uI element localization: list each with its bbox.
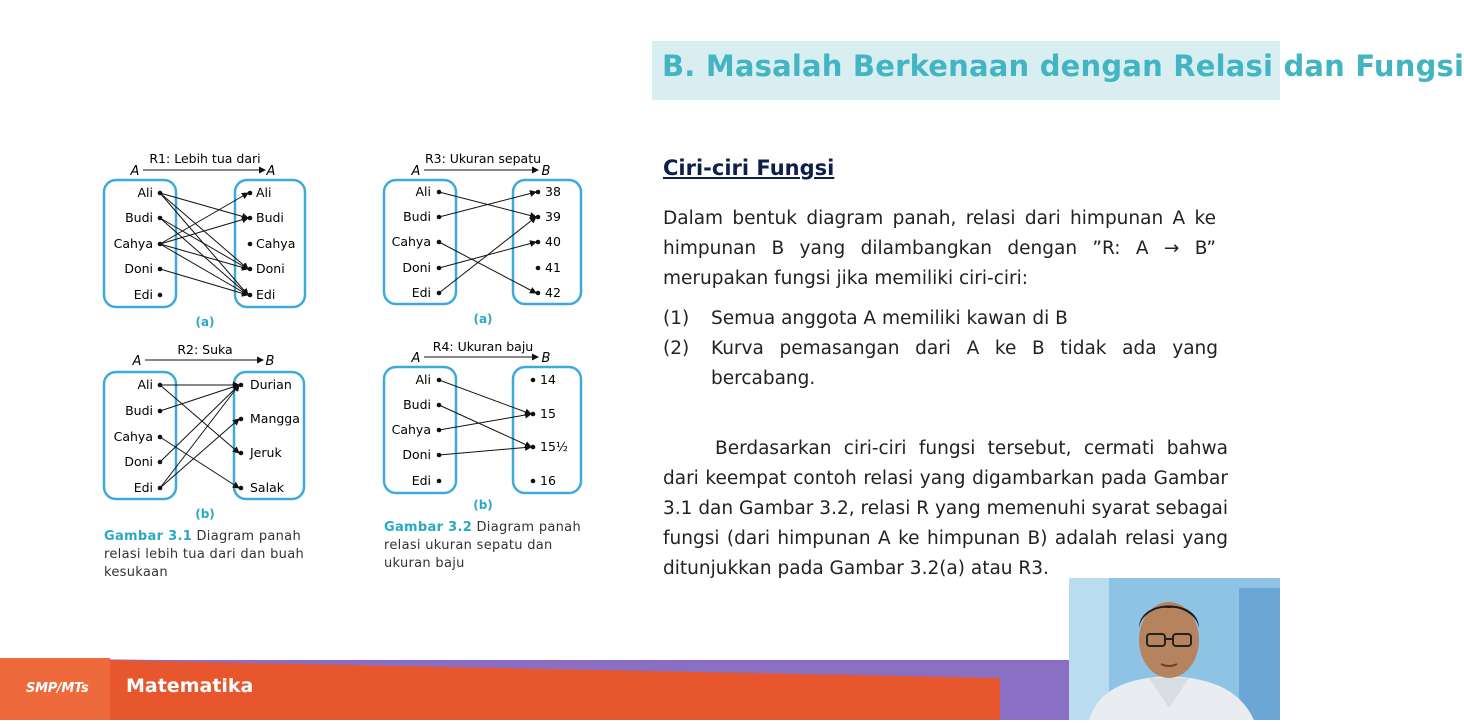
- codomain-item: 40: [545, 234, 561, 249]
- codomain-item: 14: [540, 372, 556, 387]
- criteria-number: (1): [663, 308, 690, 329]
- diagram-fig32a: [375, 145, 605, 335]
- school-level-label: SMP/MTs: [26, 681, 89, 696]
- codomain-item: Ali: [256, 185, 272, 200]
- codomain-item: 38: [545, 184, 561, 199]
- set-from-label: A: [411, 164, 421, 179]
- domain-item: Ali: [415, 184, 431, 199]
- domain-item: Budi: [125, 210, 153, 225]
- codomain-item: Mangga: [250, 411, 300, 426]
- codomain-item: 42: [545, 285, 561, 300]
- slide-title: B. Masalah Berkenaan dengan Relasi dan Fungsi: [662, 49, 1464, 83]
- section-heading: Ciri-ciri Fungsi: [663, 156, 835, 180]
- set-from-label: A: [411, 351, 421, 366]
- set-to-label: B: [541, 351, 551, 366]
- domain-item: Ali: [415, 372, 431, 387]
- diagram-fig32b: [375, 337, 605, 527]
- domain-item: Cahya: [391, 422, 431, 437]
- caption-label: Gambar 3.2: [384, 520, 473, 535]
- set-to-label: B: [541, 164, 551, 179]
- codomain-item: Edi: [256, 287, 276, 302]
- relation-label: R1: Lebih tua dari: [149, 151, 261, 166]
- diagram-fig31b: [95, 337, 325, 527]
- domain-item: Edi: [411, 285, 431, 300]
- set-to-label: A: [266, 164, 276, 179]
- set-from-label: A: [130, 164, 140, 179]
- subject-label: Matematika: [126, 675, 254, 697]
- diagram-fig31a: [95, 145, 325, 335]
- codomain-item: Budi: [256, 210, 284, 225]
- set-to-label: B: [265, 354, 275, 369]
- domain-item: Ali: [137, 377, 153, 392]
- domain-item: Cahya: [391, 234, 431, 249]
- webcam-video: [1069, 578, 1280, 720]
- domain-item: Budi: [403, 209, 431, 224]
- caption-text: Diagram panah relasi ukuran sepatu dan ukuran baju: [384, 520, 581, 571]
- codomain-item: 15: [540, 406, 556, 421]
- codomain-item: 15½: [540, 439, 569, 454]
- domain-item: Edi: [133, 480, 153, 495]
- caption-text: Diagram panah relasi lebih tua dari dan buah kesukaan: [104, 529, 305, 580]
- domain-item: Doni: [124, 261, 153, 276]
- domain-item: Ali: [137, 185, 153, 200]
- domain-item: Doni: [124, 454, 153, 469]
- codomain-item: Doni: [256, 261, 285, 276]
- domain-item: Edi: [133, 287, 153, 302]
- domain-item: Budi: [403, 397, 431, 412]
- relation-label: R2: Suka: [177, 342, 233, 357]
- domain-item: Cahya: [113, 236, 153, 251]
- caption-label: Gambar 3.1: [104, 529, 193, 544]
- codomain-item: Cahya: [256, 236, 296, 251]
- sublabel: (b): [473, 498, 493, 512]
- sublabel: (a): [473, 312, 493, 326]
- codomain-item: Durian: [250, 377, 292, 392]
- criteria-number: (2): [663, 338, 690, 359]
- figure-caption-3-2: [384, 519, 586, 573]
- codomain-item: Jeruk: [250, 445, 282, 460]
- criteria-item-2: [663, 334, 1218, 394]
- criteria-text: Kurva pemasangan dari A ke B tidak ada yang bercabang.: [711, 338, 1218, 389]
- conclusion-paragraph: Berdasarkan ciri-ciri fungsi tersebut, cermati bahwa dari keempat contoh relasi yang digambarkan pada Gambar 3.1 dan Gambar 3.2, relasi R yang memenuhi syarat sebagai fungsi (dari himpunan A ke himpunan B) adalah relasi yang ditunjukkan pada Gambar 3.2(a) atau R3.: [663, 438, 1228, 579]
- slide-title-bar: [652, 41, 1464, 100]
- figure-caption-3-1: [104, 528, 314, 582]
- codomain-item: 41: [545, 260, 561, 275]
- sublabel: (b): [195, 507, 215, 521]
- criteria-text: Semua anggota A memiliki kawan di B: [711, 308, 1068, 329]
- domain-item: Cahya: [113, 429, 153, 444]
- codomain-item: Salak: [250, 480, 284, 495]
- codomain-item: 39: [545, 209, 561, 224]
- intro-paragraph: Dalam bentuk diagram panah, relasi dari himpunan A ke himpunan B yang dilambangkan dengan ”R: A → B” merupakan fungsi jika memiliki ciri-ciri:: [663, 208, 1216, 289]
- domain-item: Edi: [411, 473, 431, 488]
- domain-item: Budi: [125, 403, 153, 418]
- domain-item: Doni: [402, 260, 431, 275]
- relation-label: R4: Ukuran baju: [432, 339, 534, 354]
- sublabel: (a): [195, 315, 215, 329]
- set-from-label: A: [132, 354, 142, 369]
- domain-item: Doni: [402, 447, 431, 462]
- criteria-item-1: [663, 304, 1218, 334]
- codomain-item: 16: [540, 473, 556, 488]
- relation-label: R3: Ukuran sepatu: [424, 151, 542, 166]
